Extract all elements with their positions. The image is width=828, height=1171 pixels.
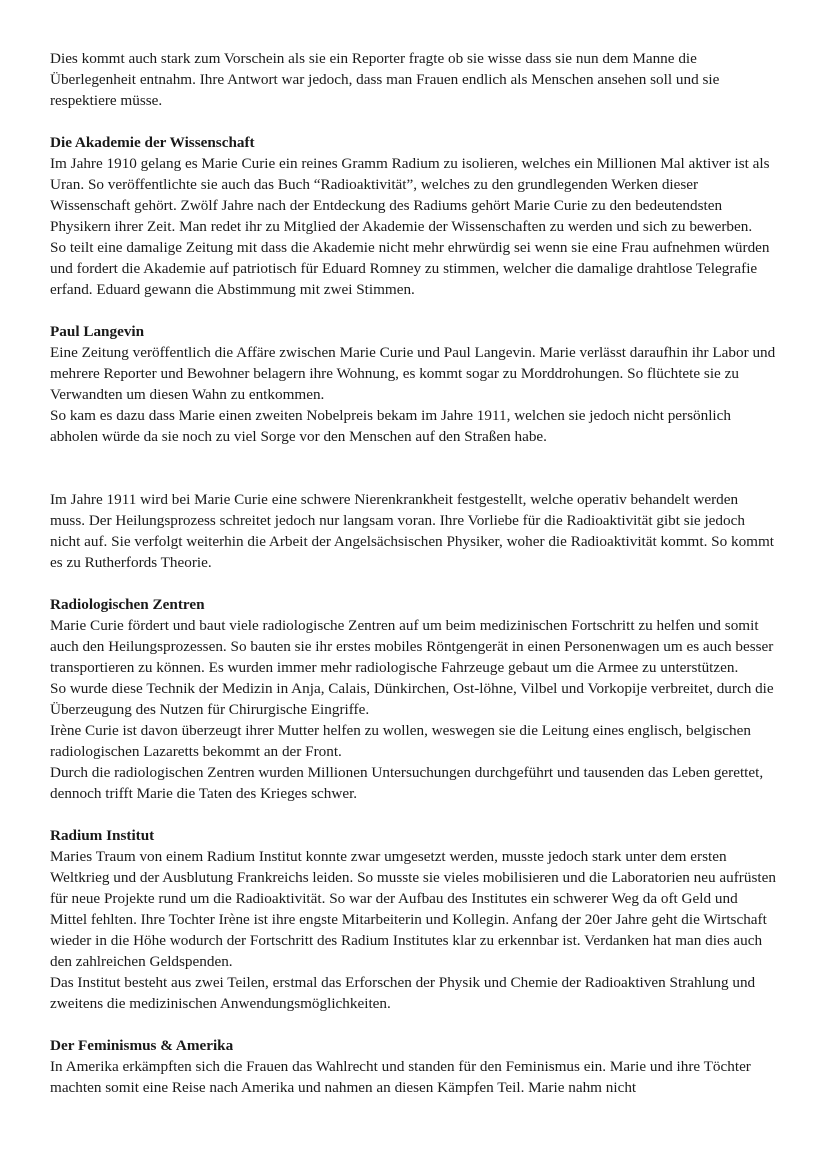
paragraph: So kam es dazu dass Marie einen zweiten Nobelpreis bekam im Jahre 1911, welchen sie jedoch nicht persönlich abholen würde da sie noch zu viel Sorge vor den Menschen auf den Straßen habe. (50, 407, 731, 445)
section-heading: Der Feminismus & Amerika (50, 1037, 234, 1054)
langevin-section (50, 321, 776, 447)
paragraph: Marie Curie fördert und baut viele radiologische Zentren auf um beim medizinischen Fortschritt zu helfen und somit auch den Heilungsprozessen. So bauten sie ihr erstes mobiles Röntgengerät in einen Personenwagen um es auch besser transportieren zu können. Es wurden immer mehr radiologische Fahrzeuge gebaut um die Armee zu unterstützen. (50, 617, 774, 676)
paragraph: Dies kommt auch stark zum Vorschein als sie ein Reporter fragte ob sie wisse dass sie nun dem Manne die Überlegenheit entnahm. Ihre Antwort war jedoch, dass man Frauen endlich als Menschen ansehen soll und sie respektiere müsse. (50, 50, 720, 109)
paragraph: Im Jahre 1910 gelang es Marie Curie ein reines Gramm Radium zu isolieren, welches ein Millionen Mal aktiver ist als Uran. So veröffentlichte sie auch das Buch “Radioaktivität”, welches zu den grundlegenden Werken dieser Wissenschaft gehört. Zwölf Jahre nach der Entdeckung des Radiums gehört Marie Curie zu den bedeutendsten Physikern ihrer Zeit. Man redet ihr zu Mitglied der Akademie der Wissenschaften zu werden und sich zu bewerben. (50, 155, 770, 235)
akademie-section (50, 132, 776, 300)
paragraph: Irène Curie ist davon überzeugt ihrer Mutter helfen zu wollen, weswegen sie die Leitung eines englisch, belgischen radiologischen Lazaretts bekommt an der Front. (50, 722, 751, 760)
intro-section (50, 48, 776, 111)
krankheit-section (50, 489, 776, 573)
paragraph: Maries Traum von einem Radium Institut konnte zwar umgesetzt werden, musste jedoch stark unter dem ersten Weltkrieg und der Ausblutung Frankreichs leiden. So musste sie vieles mobilisieren und die Laboratorien neu aufrüsten für neue Projekte rund um die Radioaktivität. So war der Aufbau des Institutes ein schwerer Weg da oft Geld und Mittel fehlten. Ihre Tochter Irène ist ihre engste Mitarbeiterin und Kollegin. Anfang der 20er Jahre geht die Wirtschaft wieder in die Höhe wodurch der Fortschritt des Radium Institutes klar zu erkennbar ist. Verdanken hat man dies auch den zahlreichen Geldspenden. (50, 848, 776, 970)
section-heading: Radiologischen Zentren (50, 596, 205, 613)
zentren-section (50, 594, 776, 804)
paragraph: So teilt eine damalige Zeitung mit dass die Akademie nicht mehr ehrwürdig sei wenn sie eine Frau aufnehmen würden und fordert die Akademie auf patriotisch für Eduard Romney zu stimmen, welcher die damalige drahtlose Telegrafie erfand. Eduard gewann die Abstimmung mit zwei Stimmen. (50, 239, 770, 298)
paragraph: So wurde diese Technik der Medizin in Anja, Calais, Dünkirchen, Ost-löhne, Vilbel und Vorkopije verbreitet, durch die Überzeugung des Nutzen für Chirurgische Eingriffe. (50, 680, 774, 718)
section-heading: Radium Institut (50, 827, 155, 844)
paragraph: In Amerika erkämpften sich die Frauen das Wahlrecht und standen für den Feminismus ein. Marie und ihre Töchter machten somit eine Reise nach Amerika und nahmen an diesen Kämpfen Teil. Marie nahm nicht (50, 1058, 751, 1096)
paragraph: Im Jahre 1911 wird bei Marie Curie eine schwere Nierenkrankheit festgestellt, welche operativ behandelt werden muss. Der Heilungsprozess schreitet jedoch nur langsam voran. Ihre Vorliebe für die Radioaktivität gibt sie jedoch nicht auf. Sie verfolgt weiterhin die Arbeit der Angelsächsischen Physiker, woher die Radioaktivität kommt. So kommt es zu Rutherfords Theorie. (50, 491, 775, 571)
institut-section (50, 825, 776, 1014)
section-heading: Die Akademie der Wissenschaft (50, 134, 255, 151)
paragraph: Das Institut besteht aus zwei Teilen, erstmal das Erforschen der Physik und Chemie der Radioaktiven Strahlung und zweitens die medizinischen Anwendungsmöglichkeiten. (50, 974, 756, 1012)
amerika-section (50, 1035, 776, 1098)
section-heading: Paul Langevin (50, 323, 145, 340)
paragraph: Durch die radiologischen Zentren wurden Millionen Untersuchungen durchgeführt und tausenden das Leben gerettet, dennoch trifft Marie die Taten des Krieges schwer. (50, 764, 764, 802)
paragraph: Eine Zeitung veröffentlich die Affäre zwischen Marie Curie und Paul Langevin. Marie verlässt daraufhin ihr Labor und mehrere Reporter und Bewohner belagern ihre Wohnung, es kommt sogar zu Morddrohungen. So flüchtete sie zu Verwandten um diesen Wahn zu entkommen. (50, 344, 776, 403)
